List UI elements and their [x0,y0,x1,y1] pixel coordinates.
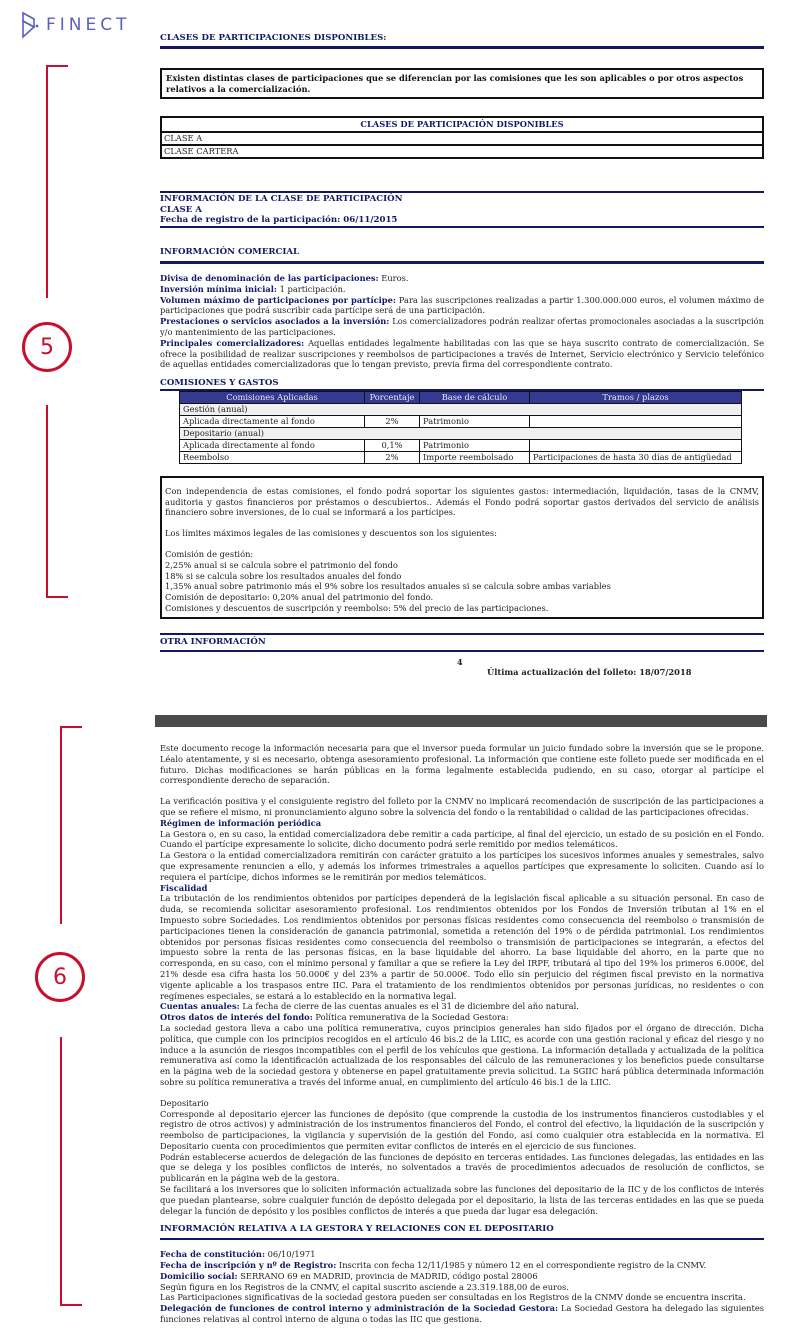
expenses-paragraph: Con independencia de estas comisiones, el fondo podrá soportar los siguientes gastos: intermediación, liquidación, tasas de la CNMV, auditoria y gastos financieros por préstamos o descubiertos.. Además el Fondo podrá soportar gastos derivados del servicio de análisis financiero sobre inversiones, de lo cual se informará a los partícipes. [165,485,759,518]
commercial-item: Divisa de denominación de las participaciones: Euros. [160,272,409,283]
page-number: 4 [457,657,463,667]
commercial-title: INFORMACIÓN COMERCIAL [160,247,300,258]
fees-title: COMISIONES Y GASTOS [160,378,279,389]
tax-title: Fiscalidad [160,882,208,893]
periodic-title: Régimen de información periódica [160,817,322,828]
fee-limit-line: Comisiones y descuentos de suscripción y reembolso: 5% del precio de las participaciones. [165,602,549,613]
commercial-item: Inversión mínima inicial: 1 participación. [160,283,346,294]
section-rule [160,633,764,635]
last-update: Última actualización del folleto: 18/07/2018 [487,667,692,677]
expenses-box [160,476,764,619]
tax-paragraph: La tributación de los rendimientos obtenidos por partícipes dependerá de la legislación fiscal aplicable a su situación personal. En caso de duda, se recomienda solicitar asesoramiento profesional. Los rendimientos obtenidos por los Fondos de Inversión tributan al 1% en el Impuesto sobre Sociedades. Los rendimientos obtenidos por personas físicas residentes como consecuencia del reembolso o transmisión de participaciones tienen la consideración de ganancia patrimonial, sometida a retención del 19% o de pérdida patrimonial. Los rendimientos obtenidos por personas físicas residentes como consecuencia del reembolso o transmisión de participaciones se integrarán, a efectos del impuesto sobre la renta de las personas físicas, en la base liquidable del ahorro. La base liquidable del ahorro, en la parte que no corresponda, en su caso, con el mínimo personal y familiar a que se refiere la Ley del IRPF, tributará al tipo del 19% los primeros 6.000€, del 21% desde esa cifra hasta los 50.000€ y del 23% a partir de 50.000€. Todo ello sin perjuicio del régimen fiscal previsto en la normativa vigente aplicable a los traspasos entre IIC. Para el tratamiento de los rendimientos obtenidos por personas jurídicas, no residentes o con regímenes especiales, se estará a lo establecido en la normativa legal. [160,893,764,1001]
step-marker-6: 6 [35,952,85,1002]
manager-holdings: Las Participaciones significativas de la sociedad gestora pueden ser consultadas en los Registros de la CNMV donde se encuentra inscrita. [160,1292,746,1303]
periodic-paragraph: La Gestora o la entidad comercializadora remitirán con carácter gratuito a los partícipes los sucesivos informes anuales y semestrales, salvo que expresamente renuncien a ello, y además los informes trimestrales a aquellos partícipes que expresamente lo soliciten. Cuando así lo requiera el partícipe, dichos informes se le remitirán por medios telemáticos. [160,850,764,882]
fees-row: Aplicada directamente al fondo 0,1% Patrimonio [180,439,742,451]
class-registration-date: Fecha de registro de la participación: 06/11/2015 [160,215,398,226]
bracket-line [60,726,82,728]
intro-box: Existen distintas clases de participaciones que se diferencian por las comisiones que les son aplicables o por otros aspectos relativos a la comercialización. [160,68,764,100]
manager-title: INFORMACIÓN RELATIVA A LA GESTORA Y RELACIONES CON EL DEPOSITARIO [160,1224,554,1235]
bracket-line [60,1037,62,1305]
fees-group-row: Depositario (anual) [180,427,742,439]
bracket-line [46,596,68,598]
fees-table [179,391,742,464]
remuneration-paragraph: La sociedad gestora lleva a cabo una política remunerativa, cuyos principios generales han sido fijados por el órgano de dirección. Dicha política, que cumple con los principios recogidos en el artículo 46 bis.2 de la LIIC, es acorde con una gestión racional y eficaz del riesgo y no induce a la asunción de riesgos incompatibles con el perfil de los vehículos que gestiona. La información detallada y actualizada de la política remunerativa así como la identificación actualizada de los responsables del cálculo de las remuneraciones y los beneficios puede consultarse en la página web de la sociedad gestora y obtenerse en papel gratuitamente previa solicitud. La SGIIC hará pública determinada información sobre su política remunerativa a través del informe anual, en cumplimiento del artículo 46 bis.1 de la LIIC. [160,1022,764,1087]
section-rule [160,191,764,193]
manager-info [160,1249,764,1325]
class-name: CLASE A [160,204,202,215]
manager-delegation: Delegación de funciones de control interno y administración de la Sociedad Gestora: La Sociedad Gestora ha delegado las siguientes funciones relativas al control interno de alguna o todas las IIC que gestiona. [160,1303,764,1325]
page-2 [160,743,764,1325]
depositary-paragraph: Corresponde al depositario ejercer las funciones de depósito (que comprende la custodia de los instrumentos financieros custodiables y el registro de otros activos) y administración de los instrumentos financieros del Fondo, el control del efectivo, la liquidación de la suscripción y reembolso de participaciones, la vigilancia y supervisión de la gestión del Fondo, así como cualquier otra establecida en la normativa. El Depositario cuenta con procedimientos que permiten evitar conflictos de interés en el ejercicio de sus funciones. [160,1108,764,1151]
manager-address: Domicilio social: SERRANO 69 en MADRID, provincia de MADRID, código postal 28006 [160,1270,538,1281]
depositary-title: Depositario [160,1097,209,1108]
finect-logo-icon [20,11,40,39]
page-separator [155,715,767,727]
commercial-item: Principales comercializadores: Aquellas entidades legalmente habilitadas con las que se haya suscrito contrato de comercialización. Se ofrece la posibilidad de realizar suscripciones y reembolsos de participaciones a través de Internet, Servicio electrónico y Servicio telefónico de aquellas entidades comercializadoras que lo tengan previsto, previa firma del correspondiente contrato. [160,337,764,370]
section-rule [160,650,764,652]
finect-logo[interactable] [20,10,131,40]
depositary-paragraph: Se facilitará a los inversores que lo soliciten información actualizada sobre las funciones del depositario de la IIC y de los conflictos de interés que puedan plantearse, sobre cualquier función de depósito delegada por el depositario, la lista de las terceras entidades en las que se pueda delegar la función de depósito y los posibles conflictos de interés a que pueda dar lugar esa delegación. [160,1184,764,1216]
section-rule [160,46,764,49]
annual-accounts: Cuentas anuales: La fecha de cierre de las cuentas anuales es el 31 de diciembre del año natural. [160,1001,579,1012]
section-rule [160,1238,764,1240]
commercial-item: Volumen máximo de participaciones por partícipe: Para las suscripciones realizadas a partir 1.300.000.000 euros, el volumen máximo de participaciones que podrá suscribir cada partícipe será de una participación. [160,294,764,316]
section-rule [160,261,764,264]
fee-limit-line: 2,25% anual si se calcula sobre el patrimonio del fondo [165,559,398,570]
class-info-title: INFORMACIÓN DE LA CLASE DE PARTICIPACIÓN [160,193,403,204]
fees-row: Reembolso 2% Importe reembolsado Participaciones de hasta 30 días de antigüedad [180,451,742,463]
fee-limit-line: 18% si se calcula sobre los resultados anuales del fondo [165,570,402,581]
fees-header-row [180,391,742,403]
bracket-line [46,65,68,67]
intro-paragraph: Este documento recoge la información necesaria para que el inversor pueda formular un juicio fundado sobre la inversión que se le propone. Léalo atentamente, y si es necesario, obtenga asesoramiento profesional. La información que contiene este folleto puede ser modificada en el futuro. Dichas modificaciones se harán públicas en la forma legalmente establecida pudiendo, en su caso, otorgar al partícipe el correspondiente derecho de separación. [160,743,764,786]
fees-col-header: Porcentaje [365,391,420,403]
other-fund-data: Otros datos de interés del fondo: Política remunerativa de la Sociedad Gestora: [160,1012,509,1023]
commercial-item: Prestaciones o servicios asociados a la inversión: Los comercializadores podrán realizar ofertas promocionales asociadas a la suscripción y/o mantenimiento de las participaciones. [160,316,764,337]
commercial-info [160,273,764,370]
class-row: CLASE A [161,132,763,145]
expenses-paragraph: Los límites máximos legales de las comisiones y descuentos son los siguientes: [165,528,497,539]
bracket-line [60,726,62,924]
brand-name: FINECT [46,15,131,35]
class-row: CLASE CARTERA [161,145,763,158]
classes-table-header: CLASES DE PARTICIPACIÓN DISPONIBLES [161,117,763,132]
other-info-title: OTRA INFORMACIÓN [160,636,266,647]
section-title-classes: CLASES DE PARTICIPACIONES DISPONIBLES: [160,33,387,43]
fee-limit-line: Comisión de gestión: [165,548,254,559]
depositary-paragraph: Podrán establecerse acuerdos de delegación de las funciones de depósito en terceras entidades. Las funciones delegadas, las entidades en las que se delega y los posibles conflictos de interés, no solventados a través de procedimientos adecuados de resolución de conflictos, se publicarán en la página web de la gestora. [160,1151,764,1184]
manager-registry: Fecha de inscripción y nº de Registro: Inscrita con fecha 12/11/1985 y número 12 en el correspondiente registro de la CNMV. [160,1260,707,1271]
bracket-line [46,405,48,598]
classes-table [160,116,764,158]
bracket-line [46,65,48,298]
periodic-paragraph: La Gestora o, en su caso, la entidad comercializadora debe remitir a cada partícipe, al final del ejercicio, un estado de su posición en el Fondo. Cuando el partícipe expresamente lo solicite, dicho documento podrá serle remitido por medios telemáticos. [160,828,764,850]
fees-col-header: Comisiones Aplicadas [180,391,365,403]
bracket-line [60,1304,82,1306]
manager-capital: Según figura en los Registros de la CNMV, el capital suscrito asciende a 23.319.188,00 de euros. [160,1281,569,1292]
fees-col-header: Tramos / plazos [530,391,742,403]
fees-col-header: Base de cálculo [420,391,530,403]
fee-limits-list [165,549,759,614]
page-1 [160,33,764,652]
fee-limit-line: 1,35% anual sobre patrimonio más el 9% sobre los resultados anuales si se calcula sobre ambas variables [165,581,611,592]
step-marker-5: 5 [22,322,72,372]
fee-limit-line: Comisión de depositario: 0,20% anual del patrimonio del fondo. [165,592,434,603]
manager-founded: Fecha de constitución: 06/10/1971 [160,1249,316,1260]
fees-group-row: Gestión (anual) [180,403,742,415]
section-rule [160,226,764,228]
intro-paragraph: La verificación positiva y el consiguiente registro del folleto por la CNMV no implicará recomendación de suscripción de las participaciones a que se refiere el mismo, ni pronunciamiento alguno sobre la solvencia del fondo o la rentabilidad o calidad de las participaciones ofrecidas. [160,796,764,817]
fees-row: Aplicada directamente al fondo 2% Patrimonio [180,415,742,427]
